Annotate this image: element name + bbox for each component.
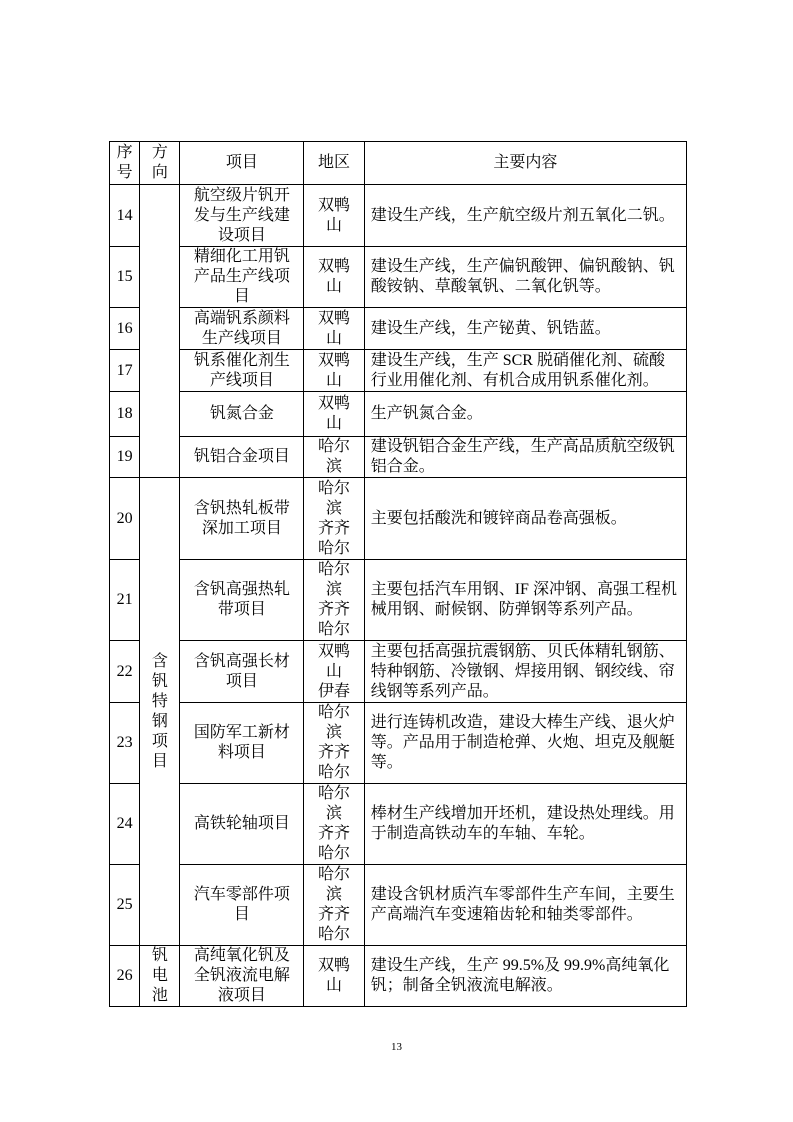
row-number: 18 bbox=[110, 392, 140, 437]
project-name: 钒铝合金项目 bbox=[180, 437, 304, 478]
project-name: 高纯氧化钒及全钒液流电解液项目 bbox=[180, 946, 304, 1007]
header-content: 主要内容 bbox=[364, 142, 686, 185]
row-number: 21 bbox=[110, 560, 140, 641]
table-row bbox=[110, 437, 687, 478]
table-row bbox=[110, 946, 687, 1007]
project-name: 汽车零部件项目 bbox=[180, 865, 304, 946]
region: 双鸭山 bbox=[304, 946, 364, 1007]
row-number: 17 bbox=[110, 350, 140, 392]
table-row bbox=[110, 247, 687, 308]
project-name: 航空级片钒开发与生产线建设项目 bbox=[180, 185, 304, 247]
table-row bbox=[110, 350, 687, 392]
row-number: 19 bbox=[110, 437, 140, 478]
table-row bbox=[110, 478, 687, 560]
project-name: 精细化工用钒产品生产线项目 bbox=[180, 247, 304, 308]
region: 双鸭山 bbox=[304, 350, 364, 392]
main-content: 建设钒铝合金生产线，生产高品质航空级钒铝合金。 bbox=[364, 437, 686, 478]
table-row bbox=[110, 703, 687, 784]
region: 双鸭山 bbox=[304, 392, 364, 437]
region: 双鸭山 bbox=[304, 247, 364, 308]
direction-cell: 含钒特钢项目 bbox=[140, 478, 180, 946]
main-content: 主要包括酸洗和镀锌商品卷高强板。 bbox=[364, 478, 686, 560]
table-row bbox=[110, 392, 687, 437]
row-number: 24 bbox=[110, 784, 140, 865]
region: 哈尔滨 齐齐哈尔 bbox=[304, 865, 364, 946]
table-row bbox=[110, 641, 687, 703]
main-content: 主要包括汽车用钢、IF 深冲钢、高强工程机械用钢、耐候钢、防弹钢等系列产品。 bbox=[364, 560, 686, 641]
main-content: 生产钒氮合金。 bbox=[364, 392, 686, 437]
main-content: 棒材生产线增加开坯机，建设热处理线。用于制造高铁动车的车轴、车轮。 bbox=[364, 784, 686, 865]
main-content: 建设含钒材质汽车零部件生产车间，主要生产高端汽车变速箱齿轮和轴类零部件。 bbox=[364, 865, 686, 946]
table-row bbox=[110, 865, 687, 946]
row-number: 25 bbox=[110, 865, 140, 946]
region: 双鸭山 伊春 bbox=[304, 641, 364, 703]
project-name: 高铁轮轴项目 bbox=[180, 784, 304, 865]
header-project: 项目 bbox=[180, 142, 304, 185]
region: 双鸭山 bbox=[304, 308, 364, 350]
table-header-row bbox=[110, 142, 687, 185]
region: 哈尔滨 齐齐哈尔 bbox=[304, 784, 364, 865]
project-name: 含钒高强热轧带项目 bbox=[180, 560, 304, 641]
direction-cell bbox=[140, 185, 180, 478]
page-number: 13 bbox=[391, 1041, 402, 1053]
header-region: 地区 bbox=[304, 142, 364, 185]
row-number: 22 bbox=[110, 641, 140, 703]
header-no: 序号 bbox=[110, 142, 140, 185]
row-number: 14 bbox=[110, 185, 140, 247]
row-number: 15 bbox=[110, 247, 140, 308]
projects-table bbox=[109, 141, 687, 1007]
main-content: 建设生产线，生产 SCR 脱硝催化剂、硫酸行业用催化剂、有机合成用钒系催化剂。 bbox=[364, 350, 686, 392]
row-number: 26 bbox=[110, 946, 140, 1007]
table-row bbox=[110, 308, 687, 350]
main-content: 建设生产线，生产航空级片剂五氧化二钒。 bbox=[364, 185, 686, 247]
header-direction: 方向 bbox=[140, 142, 180, 185]
region: 哈尔滨 齐齐哈尔 bbox=[304, 703, 364, 784]
region: 哈尔滨 齐齐哈尔 bbox=[304, 478, 364, 560]
region: 双鸭山 bbox=[304, 185, 364, 247]
table-row bbox=[110, 185, 687, 247]
region: 哈尔滨 bbox=[304, 437, 364, 478]
project-name: 钒氮合金 bbox=[180, 392, 304, 437]
project-name: 高端钒系颜料生产线项目 bbox=[180, 308, 304, 350]
region: 哈尔滨 齐齐哈尔 bbox=[304, 560, 364, 641]
project-name: 含钒热轧板带深加工项目 bbox=[180, 478, 304, 560]
row-number: 16 bbox=[110, 308, 140, 350]
row-number: 20 bbox=[110, 478, 140, 560]
table-row bbox=[110, 560, 687, 641]
direction-cell: 钒电池 bbox=[140, 946, 180, 1007]
main-content: 进行连铸机改造，建设大棒生产线、退火炉等。产品用于制造枪弹、火炮、坦克及舰艇等。 bbox=[364, 703, 686, 784]
main-content: 建设生产线，生产铋黄、钒锆蓝。 bbox=[364, 308, 686, 350]
project-name: 含钒高强长材项目 bbox=[180, 641, 304, 703]
main-content: 建设生产线，生产 99.5%及 99.9%高纯氧化钒；制备全钒液流电解液。 bbox=[364, 946, 686, 1007]
project-name: 钒系催化剂生产线项目 bbox=[180, 350, 304, 392]
main-content: 主要包括高强抗震钢筋、贝氏体精轧钢筋、特种钢筋、冷镦钢、焊接用钢、钢绞线、帘线钢等系列产品。 bbox=[364, 641, 686, 703]
main-content: 建设生产线，生产偏钒酸钾、偏钒酸钠、钒酸铵钠、草酸氧钒、二氧化钒等。 bbox=[364, 247, 686, 308]
table-row bbox=[110, 784, 687, 865]
row-number: 23 bbox=[110, 703, 140, 784]
project-name: 国防军工新材料项目 bbox=[180, 703, 304, 784]
